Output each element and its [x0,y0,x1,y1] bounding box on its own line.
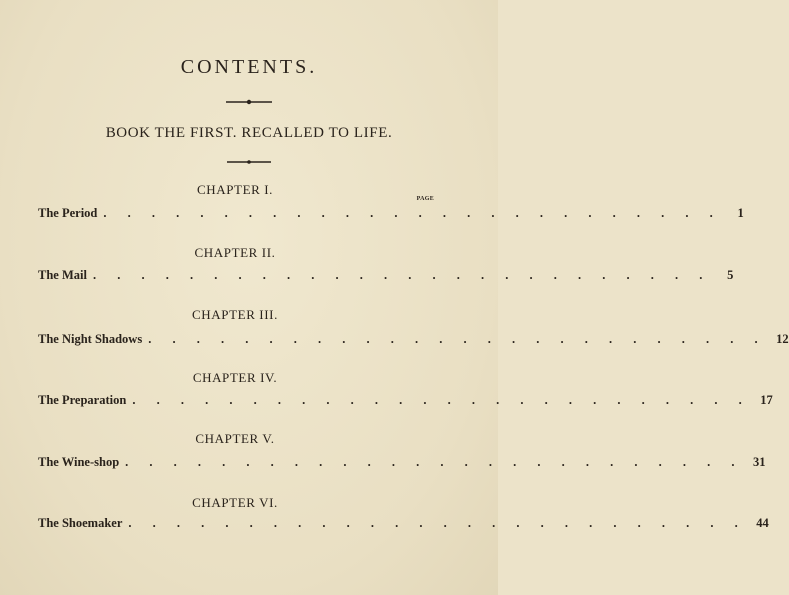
book-title: BOOK THE FIRST. RECALLED TO LIFE. [105,125,393,141]
chapter-title[interactable]: The Period [38,206,98,220]
chapter-title[interactable]: The Mail [38,268,87,282]
toc-entry[interactable] [38,268,734,286]
chapter-heading: CHAPTER V. [195,431,275,446]
chapter-title[interactable]: The Shoemaker [38,516,123,530]
page-number[interactable]: 5 [727,268,734,282]
page-number[interactable]: 12 [776,332,789,346]
chapter-heading: CHAPTER III. [192,307,278,322]
toc-entry[interactable] [38,516,769,534]
ornamental-rule [226,98,272,106]
page-number[interactable]: 1 [737,206,744,220]
chapter-heading: CHAPTER I. [196,182,274,197]
toc-entry[interactable] [38,206,744,224]
page-number[interactable]: 17 [760,393,773,407]
toc-entry[interactable] [38,393,773,411]
contents-heading: CONTENTS. [180,56,318,78]
dot-leader: . . . . . . . . . . . . . . . . . . . . . . . . . . [125,455,744,469]
chapter-heading: CHAPTER VI. [192,495,278,510]
dot-leader: . . . . . . . . . . . . . . . . . . . . . . . . . . [132,393,751,407]
chapter-heading: CHAPTER II. [194,245,276,260]
dot-leader: . . . . . . . . . . . . . . . . . . . . . . . . . . [148,332,767,346]
chapter-title[interactable]: The Night Shadows [38,332,143,346]
chapter-title[interactable]: The Wine-shop [38,455,120,469]
page-column-header: PAGE [416,196,434,202]
chapter-title[interactable]: The Preparation [38,393,127,407]
page-number[interactable]: 44 [756,516,769,530]
chapter-heading: CHAPTER IV. [192,370,278,385]
toc-entry[interactable] [38,455,766,473]
dot-leader: . . . . . . . . . . . . . . . . . . . . . . . . . . [128,516,747,530]
dot-leader: . . . . . . . . . . . . . . . . . . . . . . . . . . [103,206,722,220]
toc-entry[interactable] [38,332,789,350]
ornamental-rule [227,158,271,166]
dot-leader: . . . . . . . . . . . . . . . . . . . . . . . . . . [92,268,712,282]
page-number[interactable]: 31 [753,455,766,469]
